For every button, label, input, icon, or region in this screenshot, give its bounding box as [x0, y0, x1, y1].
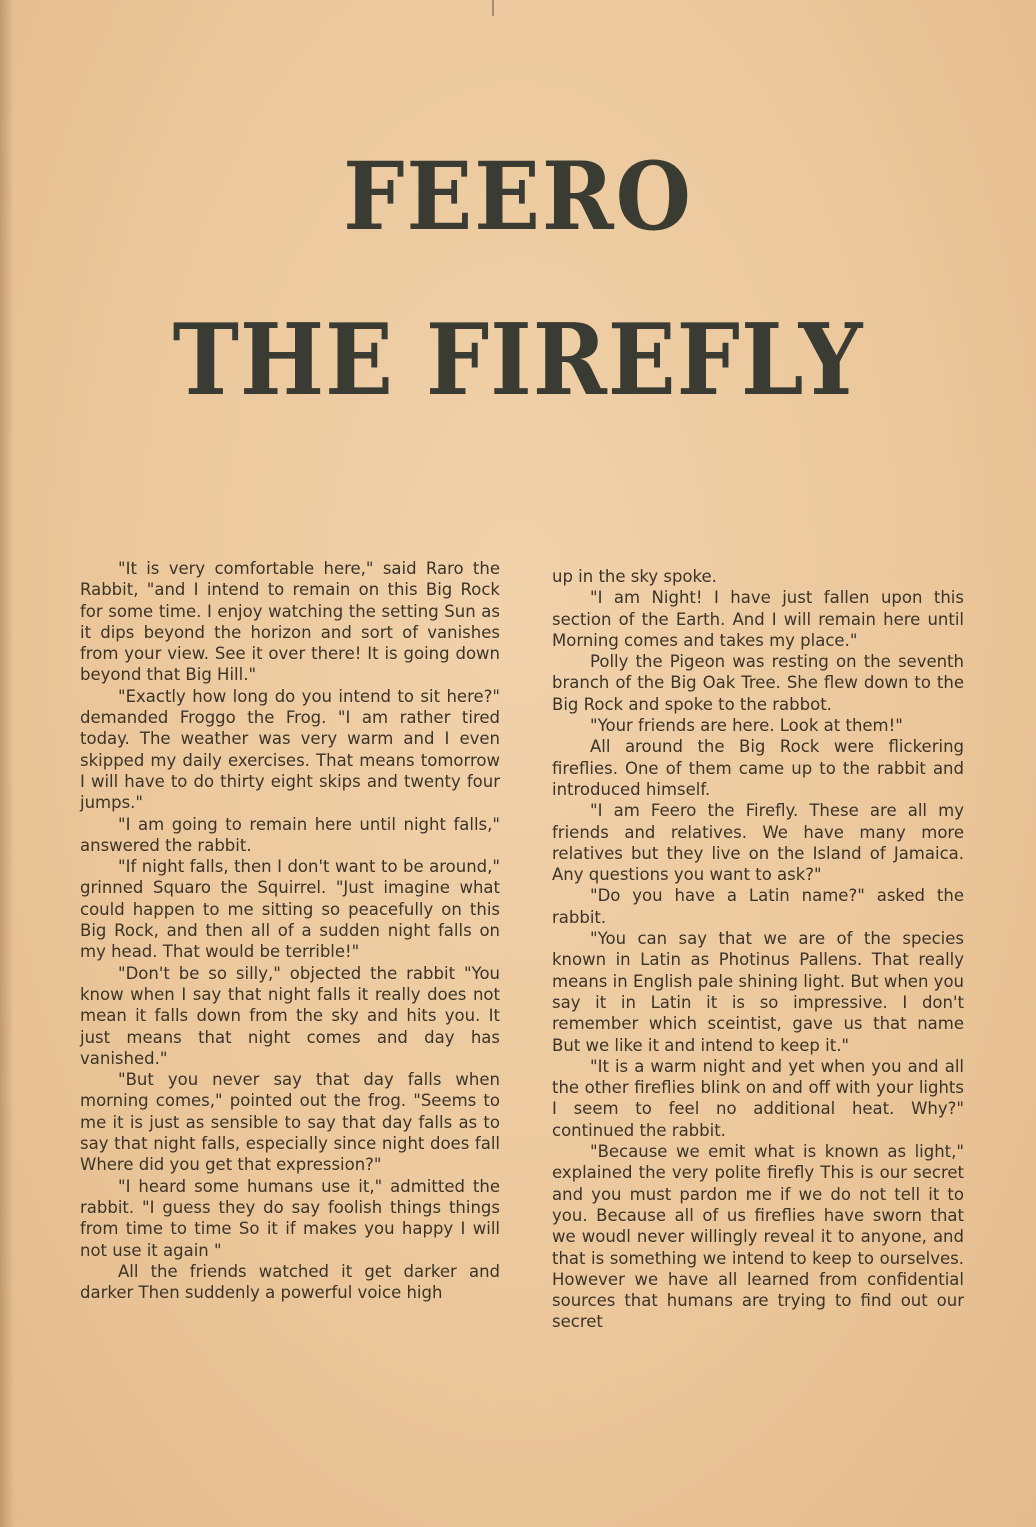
- right-text-column: [552, 566, 964, 1333]
- paragraph: All around the Big Rock were flickering fireflies. One of them came up to the rabbit and introduced himself.: [552, 737, 964, 799]
- paragraph: "Don't be so silly," objected the rabbit "You know when I say that night falls it really does not mean it falls down from the sky and hits you. It just means that night comes and day has vanished.": [80, 963, 500, 1068]
- page-edge-shadow: [0, 0, 14, 1527]
- paragraph: up in the sky spoke.: [552, 567, 717, 586]
- story-title-line-2: THE FIREFLY: [172, 303, 864, 418]
- paragraph: "I am Night! I have just fallen upon this section of the Earth. And I will remain here until Morning comes and takes my place.": [552, 588, 964, 650]
- paragraph: Polly the Pigeon was resting on the seventh branch of the Big Oak Tree. She flew down to the Big Rock and spoke to the rabbot.: [552, 652, 964, 714]
- paragraph: "But you never say that day falls when morning comes," pointed out the frog. "Seems to me it is just as sensible to say that day falls as to say that night falls, especially since night does fall Where did you get that expression?": [80, 1070, 500, 1175]
- paragraph: "Because we emit what is known as light," explained the very polite firefly This is our secret and you must pardon me if we do not tell it to you. Because all of us fireflies have sworn that we woudl never willingly reveal it to anyone, and that is something we intend to keep to ourselves. However we have all learned from confidential sources that humans are trying to find out our secret: [552, 1142, 964, 1332]
- paragraph: "Exactly how long do you intend to sit here?" demanded Froggo the Frog. "I am rather tired today. The weather was very warm and I even skipped my daily exercises. That means tomorrow I will have to do thirty eight skips and twenty four jumps.": [80, 686, 500, 813]
- fold-mark: [492, 0, 494, 16]
- paragraph: "If night falls, then I don't want to be around," grinned Squaro the Squirrel. "Just imagine what could happen to me sitting so peacefully on this Big Rock, and then all of a sudden night falls on my head. That would be terrible!": [80, 857, 500, 962]
- paragraph: "It is a warm night and yet when you and all the other fireflies blink on and off with your lights I seem to feel no additional heat. Why?" continued the rabbit.: [552, 1056, 964, 1140]
- paragraph: "You can say that we are of the species known in Latin as Photinus Pallens. That really means in English pale shining light. But when you say it in Latin it is so impressive. I don't remember which sceintist, gave us that name But we like it and intend to keep it.": [552, 929, 964, 1055]
- paragraph: "Your friends are here. Look at them!": [590, 716, 903, 736]
- paragraph: All the friends watched it get darker and darker Then suddenly a powerful voice high: [80, 1261, 500, 1303]
- story-title-line-1: FEERO: [343, 142, 693, 252]
- paragraph: "I heard some humans use it," admitted the rabbit. "I guess they do say foolish things things from time to time So it if makes you happy I will not use it again ": [80, 1176, 500, 1260]
- paragraph: "I am going to remain here until night falls," answered the rabbit.: [80, 814, 500, 855]
- paragraph: "It is very comfortable here," said Raro the Rabbit, "and I intend to remain on this Big Rock for some time. I enjoy watching the setting Sun as it dips beyond the horizon and sort of vanishes from your view. See it over there! It is going down beyond that Big Hill.": [80, 559, 500, 685]
- paragraph: "Do you have a Latin name?" asked the rabbit.: [552, 886, 964, 927]
- left-text-column: [80, 558, 500, 1303]
- paragraph: "I am Feero the Firefly. These are all my friends and relatives. We have many more relatives but they live on the Island of Jamaica. Any questions you want to ask?": [552, 801, 964, 885]
